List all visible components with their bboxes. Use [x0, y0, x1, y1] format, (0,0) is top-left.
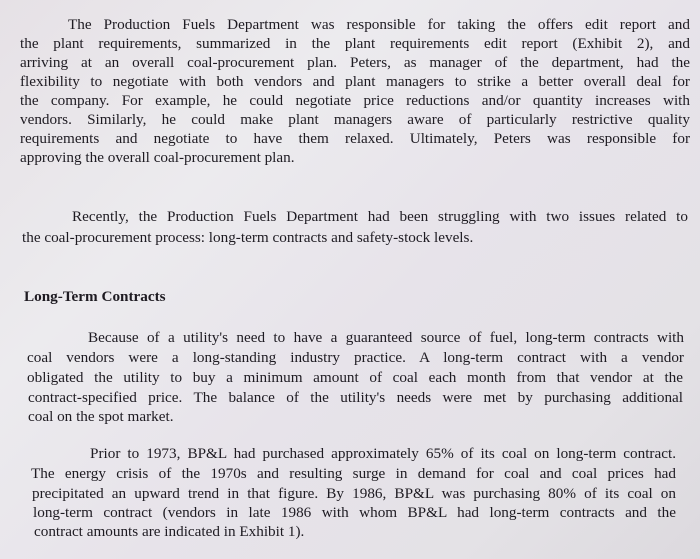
text-line: obligated the utility to buy a minimum amount of coal each month from that vendor at the [27, 369, 683, 386]
text-line: Prior to 1973, BP&L had purchased approximately 65% of its coal on long-term contract. [90, 445, 676, 462]
text-line: long-term contract (vendors in late 1986 with whom BP&L had long-term contracts and the [33, 504, 676, 521]
text-line: contract amounts are indicated in Exhibit 1). [34, 523, 305, 540]
text-line: the coal-procurement process: long-term contracts and safety-stock levels. [22, 229, 474, 246]
text-line: arriving at an overall coal-procurement plan. Peters, as manager of the department, had the [20, 54, 690, 71]
section-heading: Long-Term Contracts [24, 288, 166, 305]
text-line: the company. For example, he could negotiate price reductions and/or quantity increases with [20, 92, 690, 109]
text-line: precipitated an upward trend in that figure. By 1986, BP&L was purchasing 80% of its coal on [32, 485, 676, 502]
text-line: approving the overall coal-procurement plan. [20, 149, 295, 166]
text-line: vendors. Similarly, he could make plant managers aware of particularly restrictive quality [20, 111, 690, 128]
text-line: The Production Fuels Department was responsible for taking the offers edit report and [68, 16, 690, 33]
text-line: coal vendors were a long-standing industry practice. A long-term contract with a vendor [27, 349, 684, 366]
text-line: flexibility to negotiate with both vendors and plant managers to strike a better overall deal for [20, 73, 690, 90]
text-line: contract-specified price. The balance of the utility's needs were met by purchasing additional [28, 389, 683, 406]
text-line: coal on the spot market. [28, 408, 174, 425]
text-line: Because of a utility's need to have a guaranteed source of fuel, long-term contracts with [88, 329, 684, 346]
text-line: the plant requirements, summarized in the plant requirements edit report (Exhibit 2), and [20, 35, 690, 52]
text-line: The energy crisis of the 1970s and resulting surge in demand for coal and coal prices had [31, 465, 676, 482]
text-line: Recently, the Production Fuels Department had been struggling with two issues related to [72, 208, 688, 225]
text-line: requirements and negotiate to have them relaxed. Ultimately, Peters was responsible for [20, 130, 690, 147]
